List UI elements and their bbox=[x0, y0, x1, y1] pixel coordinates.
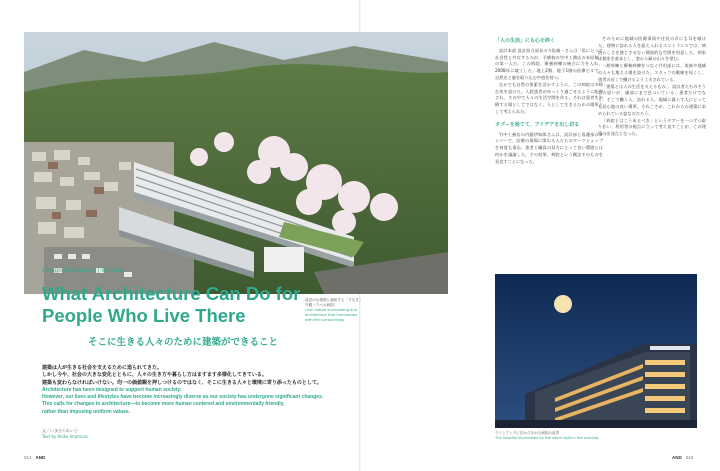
body-column-2 bbox=[598, 36, 706, 138]
body-paragraph: 「建築とは人の生活を支えるもの」。設計者たちのそうした思いが、細部にまで息づいている。患者だけでなく、そこで働く人、訪れる人、地域に暮らす人にとっても居心地の良い場所。それこそが、これからの建築に求められている姿なのだろう。 bbox=[598, 83, 706, 116]
column-heading: タブーを捨てて、アイデアを出し切る bbox=[495, 121, 580, 128]
body-paragraph: なかでも自然の要素を活かすように、この病院は多様な室を設けた。入院患者がゆっくり過ごせるように配慮され、その中で人々の生活空間を作る。それは患者を治療する場としてではなく、人として生きるための場所として考えられた。 bbox=[495, 81, 603, 114]
article-title-japanese: そこに生きる人々のために建築ができること bbox=[88, 337, 279, 348]
body-column-1 bbox=[495, 36, 603, 166]
aerial-caption-ja: 緑豊かな環境と調和する「すなぎ」外観（ラベル病院） bbox=[305, 298, 363, 307]
right-page-number: 015 bbox=[685, 455, 694, 460]
left-page-number: 014 bbox=[24, 455, 32, 460]
body-paragraph: 一般病棟と療養病棟をつなぐ共用部には、家族や地域の人々も集える場を設けた。スタッフの動線を短くし、患者の近くで働けるよう工夫されている。 bbox=[598, 63, 706, 82]
lead-ja-line: しかし今や、社会の大きな変化とともに、人々の生き方や暮らし方はますます多様化してきている。 bbox=[42, 372, 267, 379]
aerial-photo-caption bbox=[305, 298, 365, 323]
right-folio-label: AND bbox=[672, 455, 682, 460]
lead-ja-line: 建築は人が生きる社会を支えるために造られてきた。 bbox=[42, 365, 163, 371]
body-paragraph: 設計本部 設計担当部長の今坂雄一さんは「私にとって社会性と共存するのが、予備校の竹中工務店の本原稿」の第一人だ。この病院、療養病棟の統合に力を入れ、2008年に竣工した。地上2階、地下1階の医療ビルで、自然光と風を取り込む中庭を持つ。 bbox=[495, 47, 603, 80]
night-caption-ja: ライトアップに浮かびあがる病院の夜景 bbox=[495, 431, 560, 435]
author-credit bbox=[42, 428, 88, 440]
lead-en-line: However, our lives and lifestyles have become increasingly diverse as our society has undergone significant changes. bbox=[42, 394, 324, 401]
body-paragraph: 竹中工務店の内藤伊知郎さんは、設計部と看護部のメンバーで、医療の現場に関わる人たちのワークショップを何度も重ね、患者と職員の双方にとって良い環境とは何かを議論した。その結果、病院という概念そのものを見直すことになった。 bbox=[495, 131, 603, 164]
lead-ja-line: 建築も変わらなければいけない。均一の価値観を押しつけるのではなく、そこに生きる人々と環境に寄り添ったものとして。 bbox=[42, 379, 322, 386]
credit-en: Text by Reiko Imamura bbox=[42, 434, 88, 439]
credit-ja: 文／いまむられい子 bbox=[42, 428, 78, 433]
body-paragraph: 「病院とはこうあるべき」というタブーを一つずつ取り払い、利用者の視点に立って考え直すことが、この建築の出発点となった。 bbox=[598, 117, 706, 137]
lead-paragraph bbox=[42, 365, 372, 416]
hospital-aerial-photo bbox=[24, 32, 448, 294]
lead-en-line: Architecture has been designed to support human society. bbox=[42, 386, 182, 393]
body-paragraph: そのために地域の医療事情や住民の声にも耳を傾けた。建物に訪れる人を迎え入れるエントランスでは、病院らしさを感じさせない開放的な空間を用意した。病室は個室を基本とし、窓から緑の山々を望む。 bbox=[598, 36, 706, 62]
left-folio bbox=[24, 455, 49, 460]
section-kicker: Design Challenges | Welfare bbox=[42, 268, 124, 274]
lead-en-line: rather than imposing uniform values. bbox=[42, 408, 131, 415]
night-photo-caption bbox=[495, 431, 705, 441]
article-title-english: What Architecture Can Do for People Who Live There bbox=[42, 283, 301, 326]
lead-en-line: This calls for changes in architecture—to become more human centered and environmentally friendly, bbox=[42, 401, 285, 408]
left-folio-label: AND bbox=[35, 455, 46, 460]
column-heading: 「人の生活」にも心を砕く bbox=[495, 38, 556, 44]
night-caption-en: The hospital illuminated by the warm light in the evening bbox=[495, 436, 599, 440]
aerial-caption-en: Lush nature surrounding and architecture that harmonizes with the surroundings bbox=[305, 308, 358, 322]
right-folio bbox=[668, 455, 693, 460]
hospital-night-photo bbox=[495, 274, 697, 428]
